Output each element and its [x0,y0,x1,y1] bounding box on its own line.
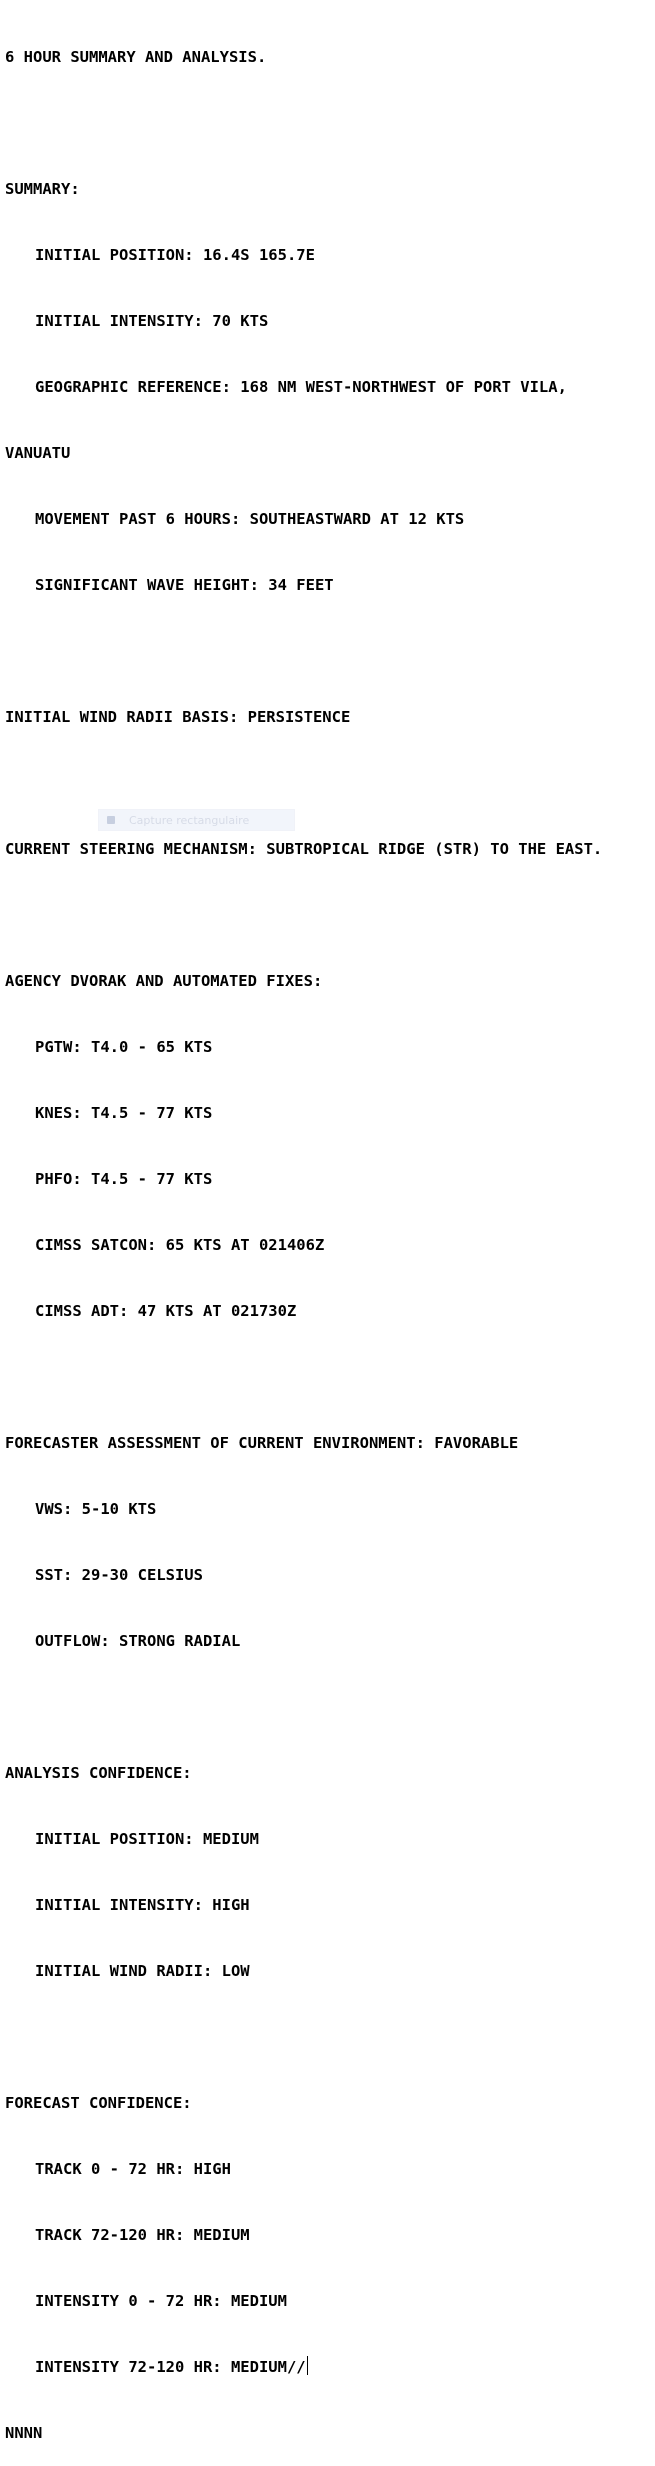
capture-icon [107,816,115,824]
end-marker: NNNN [5,2424,43,2442]
forecast-confidence-intensity-72-120: INTENSITY 72-120 HR: MEDIUM// [35,2358,306,2376]
environment-sst: SST: 29-30 CELSIUS [35,1566,203,1584]
doc-title: 6 HOUR SUMMARY AND ANALYSIS. [5,48,267,66]
capture-tooltip-label: Capture rectangulaire [129,813,250,827]
environment-outflow: OUTFLOW: STRONG RADIAL [35,1632,241,1650]
blank-line [5,904,653,926]
wind-radii-basis: INITIAL WIND RADII BASIS: PERSISTENCE [5,708,351,726]
summary-geographic-reference: GEOGRAPHIC REFERENCE: 168 NM WEST-NORTHWEST OF PORT VILA, [35,378,567,396]
section-heading-forecast-confidence: FORECAST CONFIDENCE: [5,2094,192,2112]
summary-initial-intensity: INITIAL INTENSITY: 70 KTS [35,312,269,330]
fix-cimss-adt: CIMSS ADT: 47 KTS AT 021730Z [35,1302,297,1320]
forecast-confidence-intensity-0-72: INTENSITY 0 - 72 HR: MEDIUM [35,2292,287,2310]
blank-line [5,2026,653,2048]
section-heading-dvorak-fixes: AGENCY DVORAK AND AUTOMATED FIXES: [5,972,323,990]
analysis-confidence-intensity: INITIAL INTENSITY: HIGH [35,1896,250,1914]
analysis-confidence-position: INITIAL POSITION: MEDIUM [35,1830,259,1848]
environment-vws: VWS: 5-10 KTS [35,1500,157,1518]
fix-phfo: PHFO: T4.5 - 77 KTS [35,1170,213,1188]
summary-movement: MOVEMENT PAST 6 HOURS: SOUTHEASTWARD AT 12 KTS [35,510,465,528]
bulletin-text-area[interactable] [5,2,653,2466]
forecast-confidence-intensity-72-120-line [5,2356,653,2378]
summary-initial-position: INITIAL POSITION: 16.4S 165.7E [35,246,315,264]
section-heading-analysis-confidence: ANALYSIS CONFIDENCE: [5,1764,192,1782]
forecast-confidence-track-0-72: TRACK 0 - 72 HR: HIGH [35,2160,231,2178]
text-cursor [307,2356,308,2375]
fix-cimss-satcon: CIMSS SATCON: 65 KTS AT 021406Z [35,1236,325,1254]
blank-line [5,772,653,794]
steering-mechanism: CURRENT STEERING MECHANISM: SUBTROPICAL RIDGE (STR) TO THE EAST. [5,840,603,858]
section-heading-environment: FORECASTER ASSESSMENT OF CURRENT ENVIRONMENT: FAVORABLE [5,1434,519,1452]
section-heading-summary: SUMMARY: [5,180,80,198]
fix-pgtw: PGTW: T4.0 - 65 KTS [35,1038,213,1056]
blank-line [5,112,653,134]
capture-tooltip[interactable] [98,809,295,831]
fix-knes: KNES: T4.5 - 77 KTS [35,1104,213,1122]
blank-line [5,1696,653,1718]
blank-line [5,640,653,662]
summary-wave-height: SIGNIFICANT WAVE HEIGHT: 34 FEET [35,576,334,594]
forecast-confidence-track-72-120: TRACK 72-120 HR: MEDIUM [35,2226,250,2244]
analysis-confidence-wind-radii: INITIAL WIND RADII: LOW [35,1962,250,1980]
summary-geographic-reference-cont: VANUATU [5,444,71,462]
blank-line [5,1366,653,1388]
